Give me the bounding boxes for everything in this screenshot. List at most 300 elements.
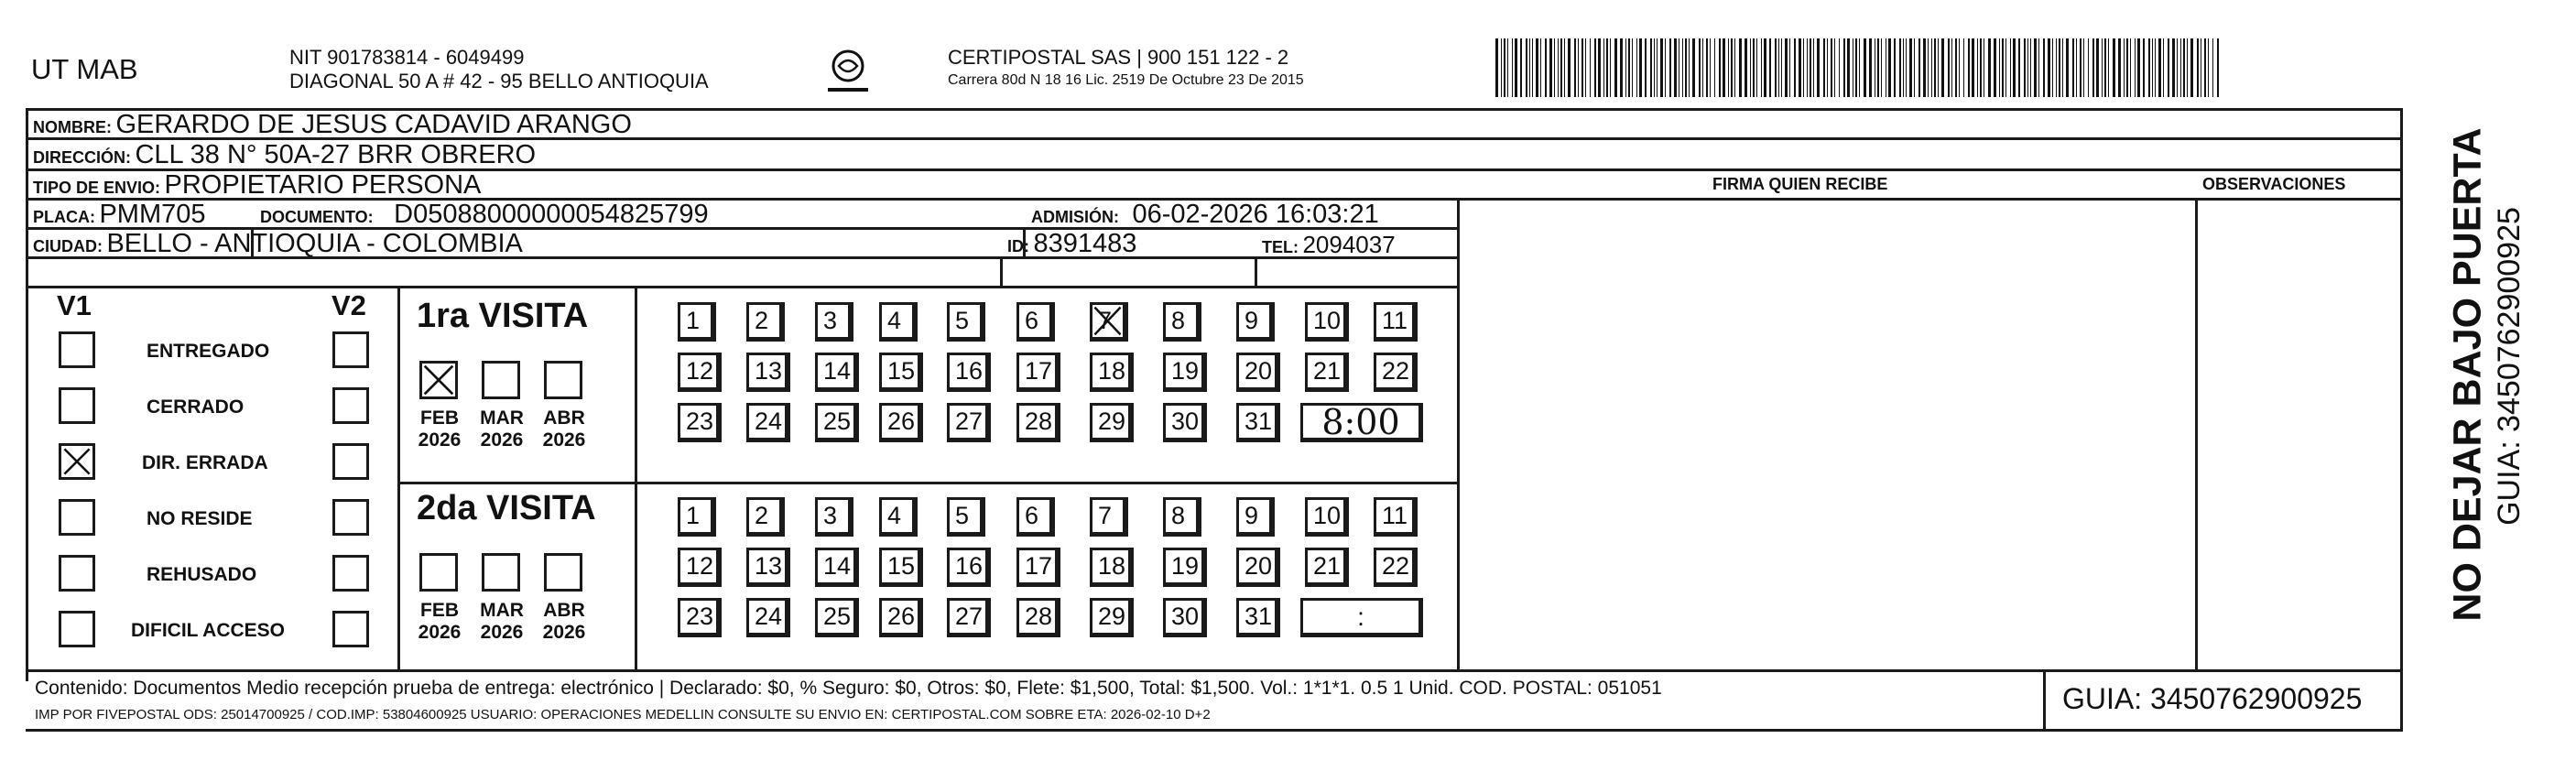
barcode-bar <box>1632 38 1633 97</box>
first-month-label: ABR <box>543 407 585 429</box>
tipo-row <box>33 172 481 199</box>
barcode-bar <box>1894 38 1896 97</box>
side-guia: GUIA: 3450762900925 <box>2492 207 2527 526</box>
first-month-label: FEB <box>420 407 459 429</box>
barcode-bar <box>1847 38 1850 97</box>
second-day-box[interactable]: 28 <box>1016 598 1060 637</box>
barcode-bar <box>1560 38 1562 97</box>
first-year-label: 2026 <box>418 429 462 451</box>
barcode-bar <box>1999 38 2000 97</box>
first-day-box[interactable]: 17 <box>1016 353 1060 392</box>
second-month-label: ABR <box>543 600 585 621</box>
barcode-bar <box>1657 38 1658 97</box>
barcode-bar <box>1665 38 1666 97</box>
first-day-box[interactable]: 24 <box>746 403 790 442</box>
barcode-bar <box>2083 38 2084 97</box>
barcode-bar <box>2197 38 2199 97</box>
status-checkbox-v1[interactable] <box>59 443 95 480</box>
barcode-bar <box>1745 38 1747 97</box>
barcode-bar <box>1540 38 1541 97</box>
first-day-box[interactable]: 16 <box>947 353 991 392</box>
barcode-bar <box>1859 38 1860 97</box>
barcode-bar <box>1988 38 1991 97</box>
barcode-bar <box>1994 38 1996 97</box>
status-checkbox-v2[interactable] <box>332 443 369 480</box>
barcode-bar <box>1839 38 1840 97</box>
second-day-box[interactable]: 17 <box>1016 548 1060 587</box>
documento-label: DOCUMENTO: <box>260 208 374 226</box>
barcode-bar <box>1536 38 1538 97</box>
barcode-bar <box>2002 38 2004 97</box>
second-day-box[interactable]: 6 <box>1016 497 1055 537</box>
barcode-bar <box>2190 38 2193 97</box>
barcode-bar <box>1941 38 1944 97</box>
admision-label: ADMISIÓN: <box>1031 208 1119 226</box>
barcode-bar <box>1526 38 1527 97</box>
second-day-box[interactable]: 4 <box>879 497 918 537</box>
direccion-label: DIRECCIÓN: <box>33 148 131 167</box>
carrier-line: CERTIPOSTAL SAS | 900 151 122 - 2 <box>948 46 1289 69</box>
barcode-bar <box>1756 38 1757 97</box>
license-line: Carrera 80d N 18 16 Lic. 2519 De Octubre 23 De 2015 <box>948 72 1304 88</box>
first-month-checkbox[interactable] <box>544 361 582 399</box>
first-year-label: 2026 <box>542 429 586 451</box>
first-day-box[interactable]: 23 <box>678 403 722 442</box>
barcode-bar <box>1512 38 1513 97</box>
contenido-line: Contenido: Documentos Medio recepción prueba de entrega: electrónico | Declarado: $0, % Seguro: $0, Otros: $0, Flete: $1,500, Total: $1,500. Vol.: 1*1*1. 0.5 1 Unid. COD. POSTAL: 051051 <box>35 678 1662 699</box>
barcode-bar <box>2059 38 2060 97</box>
barcode-bar <box>1610 38 1611 97</box>
barcode-bar <box>1823 38 1825 97</box>
second-day-box[interactable]: 13 <box>746 548 790 587</box>
second-day-box[interactable]: 22 <box>1374 548 1418 587</box>
tracking-barcode <box>1495 38 2224 97</box>
col-line <box>1255 256 1257 286</box>
barcode-bar <box>1877 38 1879 97</box>
footer-top-border <box>26 669 2403 672</box>
first-month-checkbox[interactable] <box>419 361 458 399</box>
tel-row <box>1262 233 1396 256</box>
first-day-box[interactable]: 9 <box>1236 302 1275 342</box>
first-day-box[interactable]: 29 <box>1090 403 1134 442</box>
barcode-bar <box>1781 38 1782 97</box>
first-day-box[interactable]: 21 <box>1305 353 1349 392</box>
barcode-bar <box>2018 38 2020 97</box>
barcode-bar <box>2027 38 2028 97</box>
barcode-bar <box>1728 38 1729 97</box>
id-label: ID: <box>1007 237 1029 255</box>
barcode-bar <box>1899 38 1901 97</box>
barcode-bar <box>2034 38 2037 97</box>
barcode-bar <box>1810 38 1811 97</box>
barcode-bar <box>1855 38 1857 97</box>
firma-label: FIRMA QUIEN RECIBE <box>1712 175 1888 193</box>
barcode-bar <box>1977 38 1978 97</box>
left-border <box>26 108 28 681</box>
barcode-bar <box>1761 38 1762 97</box>
barcode-bar <box>1794 38 1796 97</box>
first-day-box[interactable]: 5 <box>947 302 985 342</box>
nombre-value: GERARDO DE JESUS CADAVID ARANGO <box>115 110 632 139</box>
barcode-bar <box>2212 38 2213 97</box>
first-day-box[interactable]: 18 <box>1090 353 1134 392</box>
first-day-box[interactable]: 26 <box>879 403 923 442</box>
barcode-bar <box>1864 38 1866 97</box>
status-option-label: NO RESIDE <box>147 508 253 529</box>
id-row <box>1007 231 1136 257</box>
second-day-box[interactable]: 31 <box>1236 598 1280 637</box>
barcode-bar <box>1495 38 1498 97</box>
first-day-box[interactable]: 28 <box>1016 403 1060 442</box>
tipo-value: PROPIETARIO PERSONA <box>164 170 482 200</box>
first-day-box[interactable]: 22 <box>1374 353 1418 392</box>
first-day-box[interactable]: 4 <box>879 302 918 342</box>
placa-row <box>33 201 206 228</box>
direccion-row <box>33 142 536 168</box>
placa-label: PLACA: <box>33 208 95 226</box>
barcode-bar <box>1501 38 1502 97</box>
barcode-bar <box>1938 38 1939 97</box>
admision-row <box>1031 201 1379 228</box>
tel-label: TEL: <box>1262 238 1299 256</box>
barcode-bar <box>2130 38 2131 97</box>
barcode-bar <box>1598 38 1601 97</box>
status-checkbox-v1[interactable] <box>59 611 95 647</box>
sender-address: DIAGONAL 50 A # 42 - 95 BELLO ANTIOQUIA <box>289 70 709 92</box>
barcode-bar <box>1699 38 1701 97</box>
second-month-checkbox[interactable] <box>482 553 520 592</box>
ciudad-value: BELLO - ANTIOQUIA - COLOMBIA <box>106 229 523 258</box>
barcode-bar <box>2152 38 2153 97</box>
status-checkbox-v1[interactable] <box>59 555 95 592</box>
barcode-bar <box>1914 38 1915 97</box>
barcode-bar <box>1636 38 1637 97</box>
footer-guia: GUIA: 3450762900925 <box>2062 682 2363 715</box>
barcode-bar <box>1831 38 1832 97</box>
barcode-bar <box>2187 38 2188 97</box>
barcode-bar <box>1554 38 1555 97</box>
first-day-box[interactable]: 11 <box>1374 302 1418 342</box>
second-time-field[interactable]: : <box>1300 598 1423 637</box>
second-visit-title: 2da VISITA <box>417 489 596 527</box>
barcode-bar <box>1951 38 1952 97</box>
status-checkbox-v2[interactable] <box>332 555 369 592</box>
barcode-bar <box>1903 38 1904 97</box>
id-value: 8391483 <box>1033 229 1137 258</box>
barcode-bar <box>1706 38 1708 97</box>
barcode-bar <box>2102 38 2103 97</box>
barcode-bar <box>2048 38 2050 97</box>
second-day-box[interactable]: 7 <box>1090 497 1128 537</box>
barcode-bar <box>2113 38 2115 97</box>
second-day-box[interactable]: 10 <box>1305 497 1349 537</box>
barcode-bar <box>2056 38 2057 97</box>
ciudad-row <box>33 231 523 257</box>
first-day-box[interactable]: 31 <box>1236 403 1280 442</box>
barcode-bar <box>2108 38 2109 97</box>
first-day-box[interactable]: 1 <box>678 302 716 342</box>
second-day-box[interactable]: 29 <box>1090 598 1134 637</box>
documento-row <box>260 201 709 228</box>
barcode-bar <box>2183 38 2185 97</box>
barcode-bar <box>1532 38 1533 97</box>
barcode-bar <box>1923 38 1926 97</box>
first-time-field[interactable]: 8:00 <box>1300 403 1423 442</box>
first-day-box[interactable]: 13 <box>746 353 790 392</box>
barcode-bar <box>2052 38 2053 97</box>
col-line <box>397 286 400 672</box>
first-month-checkbox[interactable] <box>482 361 520 399</box>
first-day-box[interactable]: 7 <box>1090 302 1128 342</box>
barcode-bar <box>1753 38 1755 97</box>
barcode-bar <box>1972 38 1974 97</box>
first-month-label: MAR <box>480 407 524 429</box>
barcode-bar <box>1594 38 1596 97</box>
barcode-bar <box>1507 38 1508 97</box>
second-day-box[interactable]: 8 <box>1163 497 1201 537</box>
second-day-box[interactable]: 21 <box>1305 548 1349 587</box>
second-year-label: 2026 <box>542 622 586 643</box>
right-border <box>2400 108 2403 731</box>
barcode-bar <box>2030 38 2031 97</box>
row-line <box>26 286 1457 288</box>
observaciones-label: OBSERVACIONES <box>2202 175 2346 193</box>
x-mark-icon <box>422 364 455 396</box>
barcode-bar <box>2066 38 2069 97</box>
barcode-bar <box>1558 38 1559 97</box>
second-day-box[interactable]: 12 <box>678 548 722 587</box>
second-day-box[interactable]: 9 <box>1236 497 1275 537</box>
second-day-box[interactable]: 27 <box>947 598 991 637</box>
status-option-label: REHUSADO <box>147 564 257 585</box>
second-day-box[interactable]: 20 <box>1236 548 1280 587</box>
second-month-checkbox[interactable] <box>544 553 582 592</box>
barcode-bar <box>1685 38 1687 97</box>
first-year-label: 2026 <box>480 429 524 451</box>
second-day-box[interactable]: 15 <box>879 548 923 587</box>
second-day-box[interactable]: 2 <box>746 497 785 537</box>
col-line <box>635 286 637 672</box>
barcode-bar <box>1515 38 1517 97</box>
first-day-box[interactable]: 25 <box>815 403 859 442</box>
admision-value: 06-02-2026 16:03:21 <box>1132 200 1379 229</box>
barcode-bar <box>1731 38 1733 97</box>
barcode-bar <box>2217 38 2219 97</box>
barcode-bar <box>1568 38 1571 97</box>
barcode-bar <box>1817 38 1820 97</box>
barcode-bar <box>1614 38 1617 97</box>
barcode-bar <box>1955 38 1957 97</box>
barcode-bar <box>1603 38 1604 97</box>
status-option-label: ENTREGADO <box>147 341 270 362</box>
second-day-box[interactable]: 23 <box>678 598 722 637</box>
second-month-label: MAR <box>480 600 524 621</box>
barcode-bar <box>1807 38 1808 97</box>
first-day-box[interactable]: 27 <box>947 403 991 442</box>
barcode-bar <box>1504 38 1505 97</box>
barcode-bar <box>2124 38 2125 97</box>
barcode-bar <box>1827 38 1828 97</box>
barcode-bar <box>1928 38 1929 97</box>
barcode-bar <box>1574 38 1576 97</box>
status-checkbox-v2[interactable] <box>332 611 369 647</box>
second-year-label: 2026 <box>480 622 524 643</box>
x-mark-icon <box>1092 305 1123 337</box>
status-option-label: CERRADO <box>147 396 245 418</box>
barcode-bar <box>1739 38 1742 97</box>
second-day-box[interactable]: 5 <box>947 497 985 537</box>
second-day-box[interactable]: 30 <box>1163 598 1207 637</box>
second-month-label: FEB <box>420 600 459 621</box>
v1-heading: V1 <box>57 289 92 321</box>
v2-heading: V2 <box>332 289 366 321</box>
barcode-bar <box>2168 38 2169 97</box>
barcode-bar <box>1785 38 1788 97</box>
second-day-box[interactable]: 19 <box>1163 548 1207 587</box>
barcode-bar <box>1564 38 1565 97</box>
barcode-bar <box>2088 38 2089 97</box>
second-day-box[interactable]: 24 <box>746 598 790 637</box>
barcode-bar <box>1620 38 1623 97</box>
status-checkbox-v2[interactable] <box>332 331 369 368</box>
barcode-bar <box>2005 38 2006 97</box>
imp-line: IMP POR FIVEPOSTAL ODS: 25014700925 / COD.IMP: 53804600925 USUARIO: OPERACIONES MEDELLIN CONSULTE SU ENVIO EN: CERTIPOSTAL.COM SOBRE ETA: 2026-02-10 D+2 <box>35 707 1211 722</box>
bottom-border <box>26 729 2403 732</box>
first-day-box[interactable]: 30 <box>1163 403 1207 442</box>
barcode-bar <box>1650 38 1652 97</box>
status-checkbox-v1[interactable] <box>59 331 95 368</box>
barcode-bar <box>1581 38 1583 97</box>
no-dejar-bajo-puerta: NO DEJAR BAJO PUERTA <box>2445 127 2490 622</box>
first-day-box[interactable]: 19 <box>1163 353 1207 392</box>
barcode-bar <box>2126 38 2128 97</box>
first-day-box[interactable]: 20 <box>1236 353 1280 392</box>
barcode-bar <box>1674 38 1677 97</box>
second-day-box[interactable]: 3 <box>815 497 853 537</box>
barcode-bar <box>1520 38 1522 97</box>
tel-value: 2094037 <box>1302 231 1396 258</box>
first-day-box[interactable]: 6 <box>1016 302 1055 342</box>
barcode-bar <box>1669 38 1671 97</box>
col-line <box>1000 256 1003 286</box>
second-day-box[interactable]: 18 <box>1090 548 1134 587</box>
first-day-box[interactable]: 2 <box>746 302 785 342</box>
barcode-bar <box>2208 38 2209 97</box>
barcode-bar <box>1906 38 1907 97</box>
company-name: UT MAB <box>31 53 138 85</box>
second-day-box[interactable]: 11 <box>1374 497 1418 537</box>
col-line <box>2043 669 2046 730</box>
barcode-bar <box>1660 38 1663 97</box>
first-day-box[interactable]: 14 <box>815 353 859 392</box>
barcode-bar <box>1719 38 1721 97</box>
barcode-bar <box>2092 38 2094 97</box>
barcode-bar <box>1775 38 1777 97</box>
barcode-bar <box>1714 38 1715 97</box>
barcode-bar <box>1606 38 1608 97</box>
second-day-box[interactable]: 26 <box>879 598 923 637</box>
documento-value: D05088000000054825799 <box>394 200 709 229</box>
certipostal-logo <box>824 46 872 99</box>
second-day-box[interactable]: 1 <box>678 497 716 537</box>
barcode-bar <box>2104 38 2106 97</box>
barcode-bar <box>1702 38 1703 97</box>
barcode-bar <box>1834 38 1835 97</box>
visit-divider <box>397 482 1457 484</box>
second-day-box[interactable]: 25 <box>815 598 859 637</box>
barcode-bar <box>1628 38 1630 97</box>
barcode-bar <box>2096 38 2099 97</box>
nit-line: NIT 901783814 - 6049499 <box>289 46 525 69</box>
barcode-bar <box>1799 38 1801 97</box>
barcode-bar <box>1549 38 1552 97</box>
barcode-bar <box>1710 38 1711 97</box>
second-day-box[interactable]: 16 <box>947 548 991 587</box>
status-checkbox-v2[interactable] <box>332 499 369 536</box>
barcode-bar <box>2043 38 2045 97</box>
barcode-bar <box>1918 38 1920 97</box>
status-checkbox-v2[interactable] <box>332 387 369 424</box>
first-day-box[interactable]: 15 <box>879 353 923 392</box>
barcode-bar <box>1980 38 1982 97</box>
barcode-bar <box>1682 38 1683 97</box>
barcode-bar <box>1789 38 1790 97</box>
barcode-bar <box>1963 38 1964 97</box>
x-mark-icon <box>61 446 92 477</box>
barcode-bar <box>1881 38 1882 97</box>
barcode-bar <box>2143 38 2145 97</box>
barcode-bar <box>1968 38 1970 97</box>
direccion-value: CLL 38 N° 50A-27 BRR OBRERO <box>135 140 537 169</box>
barcode-bar <box>2024 38 2026 97</box>
barcode-bar <box>2076 38 2077 97</box>
barcode-bar <box>2177 38 2178 97</box>
barcode-bar <box>1948 38 1950 97</box>
barcode-bar <box>1625 38 1626 97</box>
first-day-box[interactable]: 10 <box>1305 302 1349 342</box>
first-day-box[interactable]: 3 <box>815 302 853 342</box>
barcode-bar <box>2155 38 2156 97</box>
barcode-bar <box>2172 38 2175 97</box>
status-checkbox-v1[interactable] <box>59 387 95 424</box>
col-line <box>2195 198 2198 672</box>
barcode-bar <box>1803 38 1804 97</box>
ciudad-label: CIUDAD: <box>33 237 103 255</box>
first-visit-title: 1ra VISITA <box>417 297 589 335</box>
first-day-box[interactable]: 12 <box>678 353 722 392</box>
barcode-bar <box>1769 38 1771 97</box>
barcode-bar <box>1692 38 1695 97</box>
second-month-checkbox[interactable] <box>419 553 458 592</box>
barcode-bar <box>2180 38 2181 97</box>
barcode-bar <box>2148 38 2150 97</box>
first-day-box[interactable]: 8 <box>1163 302 1201 342</box>
barcode-bar <box>2118 38 2121 97</box>
second-year-label: 2026 <box>418 622 462 643</box>
barcode-bar <box>2135 38 2136 97</box>
status-option-label: DIR. ERRADA <box>142 452 268 473</box>
placa-value: PMM705 <box>99 200 206 229</box>
status-checkbox-v1[interactable] <box>59 499 95 536</box>
barcode-bar <box>1931 38 1932 97</box>
col-line <box>1457 198 1460 672</box>
barcode-bar <box>2013 38 2016 97</box>
barcode-bar <box>1585 38 1586 97</box>
barcode-bar <box>2038 38 2039 97</box>
nombre-label: NOMBRE: <box>33 118 112 136</box>
second-day-box[interactable]: 14 <box>815 548 859 587</box>
barcode-bar <box>1813 38 1814 97</box>
